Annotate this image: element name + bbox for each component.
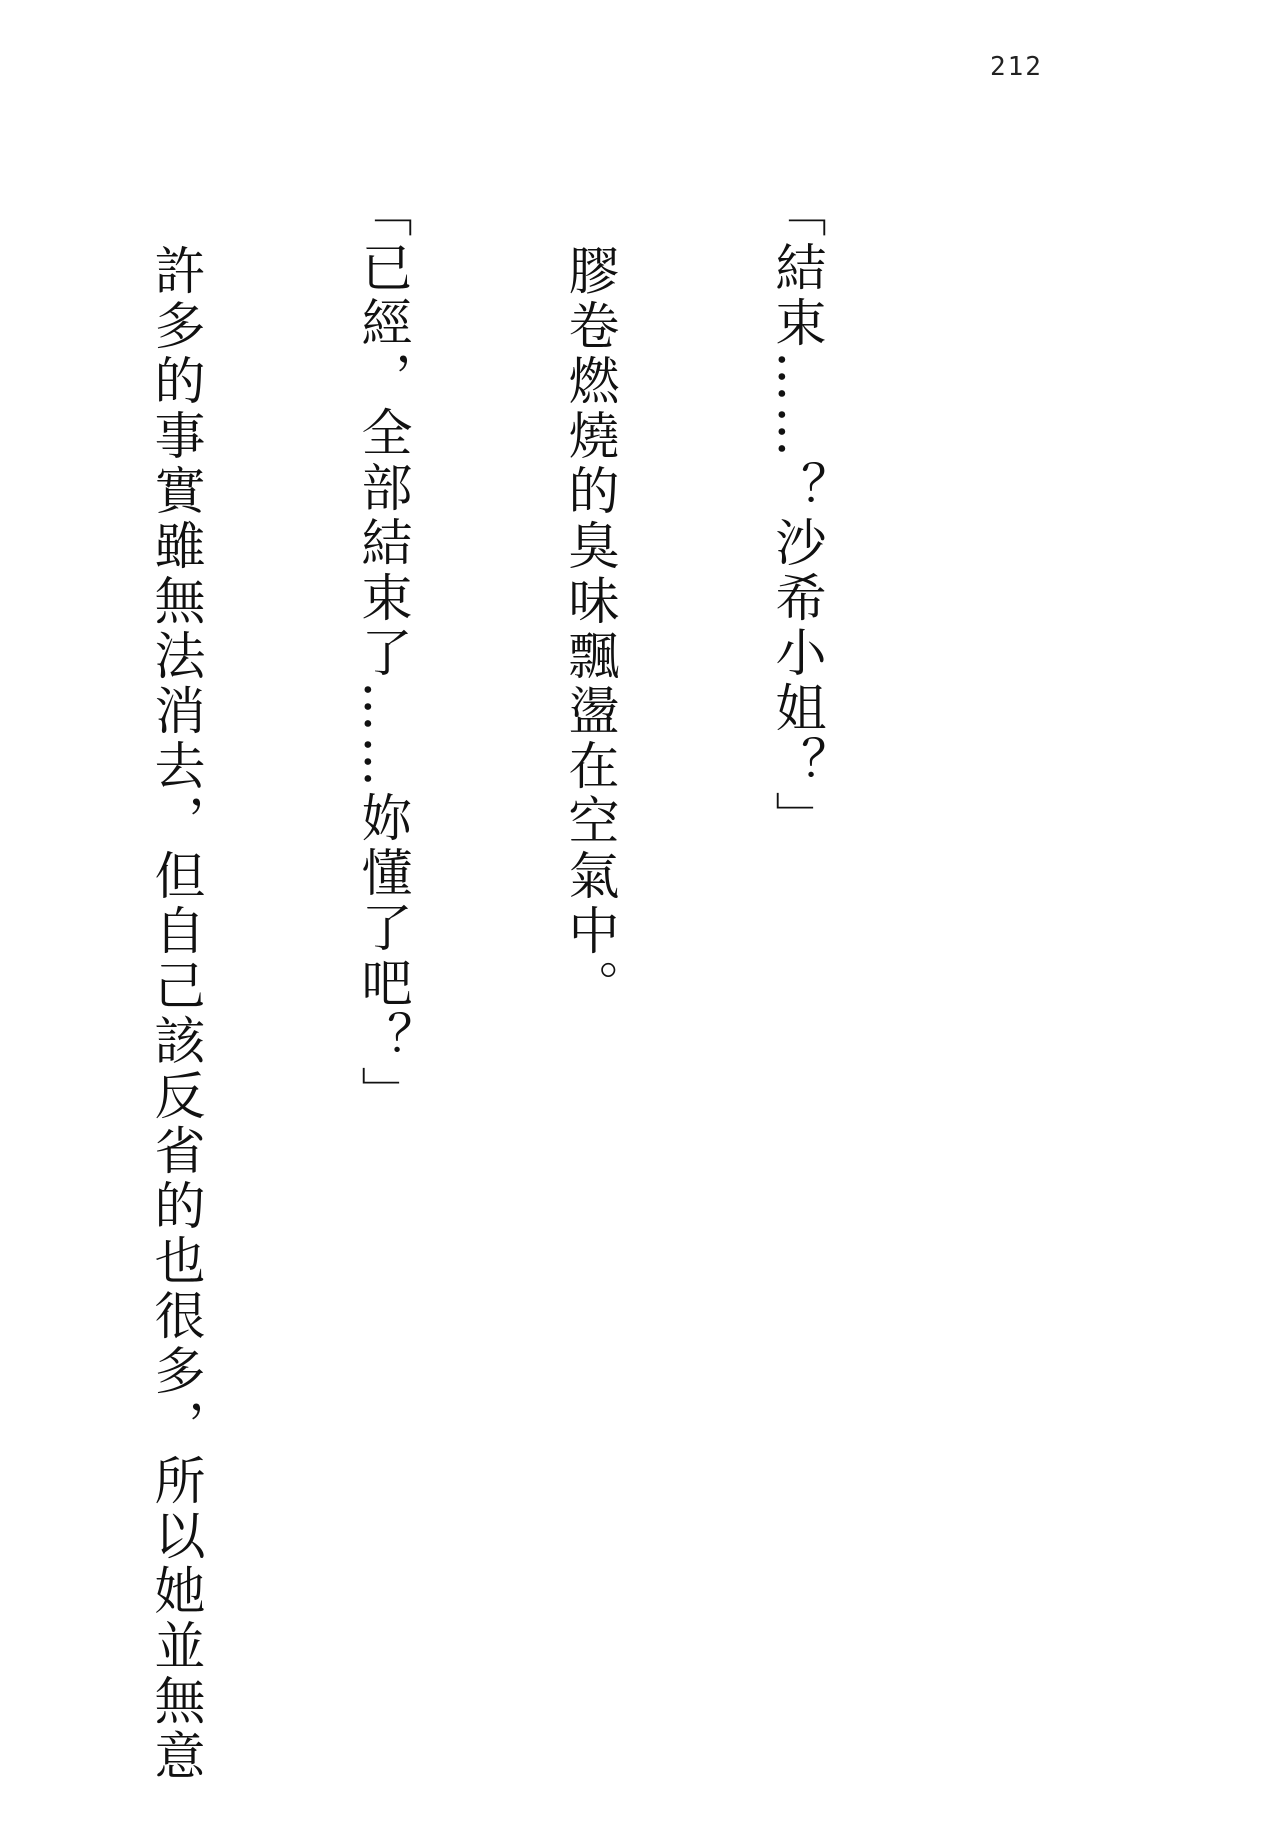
text-column-5 — [0, 186, 2, 1606]
page-number: 212 — [990, 52, 1043, 82]
text-column-4: 許多的事實雖無法消去，但自己該反省的也很多，所以她並無意 — [145, 244, 204, 1784]
text-column-1: 「結束……？沙希小姐？」 — [766, 186, 825, 846]
vertical-text-block — [0, 186, 968, 1784]
text-column-2: 膠卷燃燒的臭味飄盪在空氣中。 — [559, 244, 618, 1014]
text-column-3: 「已經，全部結束了……妳懂了吧？」 — [352, 186, 411, 1121]
